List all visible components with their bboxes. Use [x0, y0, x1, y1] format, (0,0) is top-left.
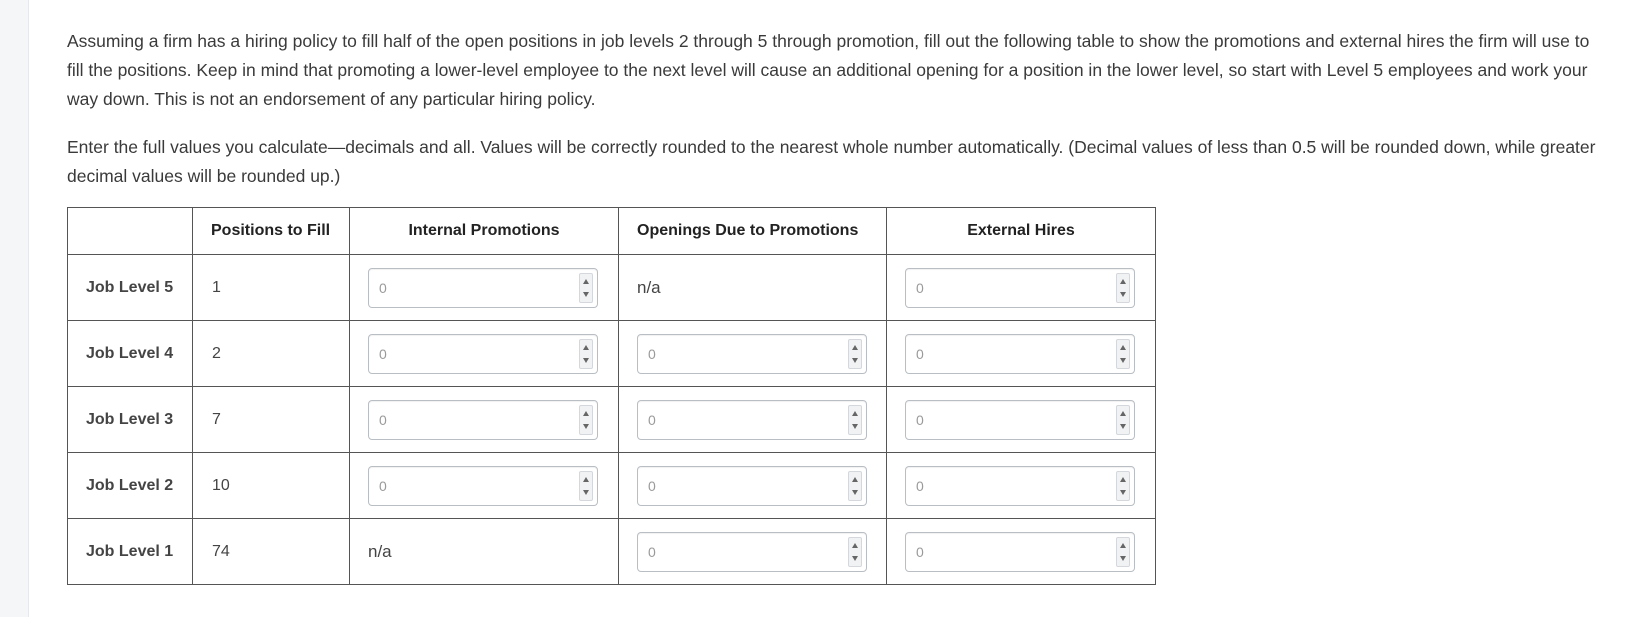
- external-hires-input[interactable]: [905, 532, 1135, 572]
- spinner-buttons[interactable]: [1116, 339, 1130, 369]
- internal-promotions-input[interactable]: [368, 466, 598, 506]
- hiring-table: [67, 207, 1156, 585]
- spinner-buttons[interactable]: [1116, 405, 1130, 435]
- spinner-buttons[interactable]: [848, 405, 862, 435]
- input-value: 0: [916, 279, 924, 296]
- table-row: [68, 321, 1156, 387]
- positions-to-fill-value: 74: [193, 519, 350, 585]
- caret-down-icon[interactable]: [852, 424, 858, 429]
- caret-up-icon[interactable]: [852, 477, 858, 482]
- caret-up-icon[interactable]: [852, 411, 858, 416]
- table-row: [68, 453, 1156, 519]
- caret-up-icon[interactable]: [1120, 543, 1126, 548]
- row-label: Job Level 1: [68, 519, 193, 585]
- external-hires-cell: [887, 387, 1156, 453]
- internal-promotions-cell: [350, 453, 619, 519]
- input-value: 0: [916, 543, 924, 560]
- external-hires-input[interactable]: [905, 334, 1135, 374]
- input-value: 0: [379, 411, 387, 428]
- input-value: 0: [379, 345, 387, 362]
- spinner-buttons[interactable]: [579, 339, 593, 369]
- table-row: [68, 519, 1156, 585]
- input-value: 0: [648, 411, 656, 428]
- caret-down-icon[interactable]: [852, 556, 858, 561]
- instructions-paragraph: Assuming a firm has a hiring policy to fill half of the open positions in job levels 2 through 5 through promotion, fill out the following table to show the promotions and external hires the firm will use to fill the positions. Keep in mind that promoting a lower-level employee to the next level will cause an additional opening for a position in the lower level, so start with Level 5 employees and work your way down. This is not an endorsement of any particular hiring policy.: [67, 31, 1590, 109]
- input-value: 0: [916, 477, 924, 494]
- spinner-buttons[interactable]: [579, 471, 593, 501]
- input-value: 0: [916, 411, 924, 428]
- spinner-buttons[interactable]: [579, 273, 593, 303]
- external-hires-cell: [887, 255, 1156, 321]
- spinner-buttons[interactable]: [1116, 471, 1130, 501]
- header-openings-due-to-promotions: Openings Due to Promotions: [619, 208, 887, 255]
- caret-up-icon[interactable]: [1120, 411, 1126, 416]
- caret-down-icon[interactable]: [583, 292, 589, 297]
- spinner-buttons[interactable]: [848, 339, 862, 369]
- caret-down-icon[interactable]: [1120, 424, 1126, 429]
- row-label: Job Level 5: [68, 255, 193, 321]
- internal-promotions-cell: [350, 387, 619, 453]
- spinner-buttons[interactable]: [1116, 273, 1130, 303]
- caret-up-icon[interactable]: [1120, 279, 1126, 284]
- openings-cell: [619, 519, 887, 585]
- left-gutter: [0, 0, 29, 617]
- caret-up-icon[interactable]: [583, 345, 589, 350]
- caret-up-icon[interactable]: [583, 411, 589, 416]
- openings-cell: [619, 453, 887, 519]
- caret-down-icon[interactable]: [583, 424, 589, 429]
- caret-up-icon[interactable]: [583, 477, 589, 482]
- spinner-buttons[interactable]: [848, 471, 862, 501]
- input-value: 0: [648, 543, 656, 560]
- caret-down-icon[interactable]: [852, 490, 858, 495]
- positions-to-fill-value: 1: [193, 255, 350, 321]
- table-header-row: [68, 208, 1156, 255]
- caret-up-icon[interactable]: [852, 543, 858, 548]
- spinner-buttons[interactable]: [1116, 537, 1130, 567]
- caret-up-icon[interactable]: [852, 345, 858, 350]
- positions-to-fill-value: 2: [193, 321, 350, 387]
- positions-to-fill-value: 10: [193, 453, 350, 519]
- input-value: 0: [648, 477, 656, 494]
- header-external-hires: External Hires: [887, 208, 1156, 255]
- external-hires-input[interactable]: [905, 466, 1135, 506]
- caret-up-icon[interactable]: [583, 279, 589, 284]
- row-label: Job Level 2: [68, 453, 193, 519]
- openings-cell: [619, 387, 887, 453]
- caret-down-icon[interactable]: [1120, 358, 1126, 363]
- internal-promotions-input[interactable]: [368, 400, 598, 440]
- internal-promotions-input[interactable]: [368, 268, 598, 308]
- header-positions-to-fill: Positions to Fill: [193, 208, 350, 255]
- table-row: [68, 387, 1156, 453]
- row-label: Job Level 4: [68, 321, 193, 387]
- caret-down-icon[interactable]: [1120, 490, 1126, 495]
- internal-promotions-cell: [350, 255, 619, 321]
- openings-input[interactable]: [637, 334, 867, 374]
- input-value: 0: [379, 477, 387, 494]
- caret-down-icon[interactable]: [1120, 556, 1126, 561]
- spinner-buttons[interactable]: [848, 537, 862, 567]
- external-hires-input[interactable]: [905, 400, 1135, 440]
- caret-down-icon[interactable]: [1120, 292, 1126, 297]
- openings-input[interactable]: [637, 466, 867, 506]
- external-hires-cell: [887, 519, 1156, 585]
- external-hires-input[interactable]: [905, 268, 1135, 308]
- header-empty: [68, 208, 193, 255]
- table-row: [68, 255, 1156, 321]
- header-internal-promotions: Internal Promotions: [350, 208, 619, 255]
- openings-input[interactable]: [637, 400, 867, 440]
- external-hires-cell: [887, 453, 1156, 519]
- external-hires-cell: [887, 321, 1156, 387]
- caret-down-icon[interactable]: [852, 358, 858, 363]
- internal-promotions-cell: [350, 321, 619, 387]
- internal-promotions-input[interactable]: [368, 334, 598, 374]
- caret-down-icon[interactable]: [583, 358, 589, 363]
- openings-not-applicable: n/a: [619, 255, 887, 321]
- caret-up-icon[interactable]: [1120, 345, 1126, 350]
- caret-down-icon[interactable]: [583, 490, 589, 495]
- caret-up-icon[interactable]: [1120, 477, 1126, 482]
- row-label: Job Level 3: [68, 387, 193, 453]
- openings-cell: [619, 321, 887, 387]
- input-value: 0: [379, 279, 387, 296]
- internal-promotions-not-applicable: n/a: [350, 519, 619, 585]
- positions-to-fill-value: 7: [193, 387, 350, 453]
- openings-input[interactable]: [637, 532, 867, 572]
- input-value: 0: [648, 345, 656, 362]
- input-value: 0: [916, 345, 924, 362]
- rounding-note-paragraph: Enter the full values you calculate—decimals and all. Values will be correctly rounded to the nearest whole number automatically. (Decimal values of less than 0.5 will be rounded down, while greater decimal values will be rounded up.): [67, 137, 1596, 186]
- spinner-buttons[interactable]: [579, 405, 593, 435]
